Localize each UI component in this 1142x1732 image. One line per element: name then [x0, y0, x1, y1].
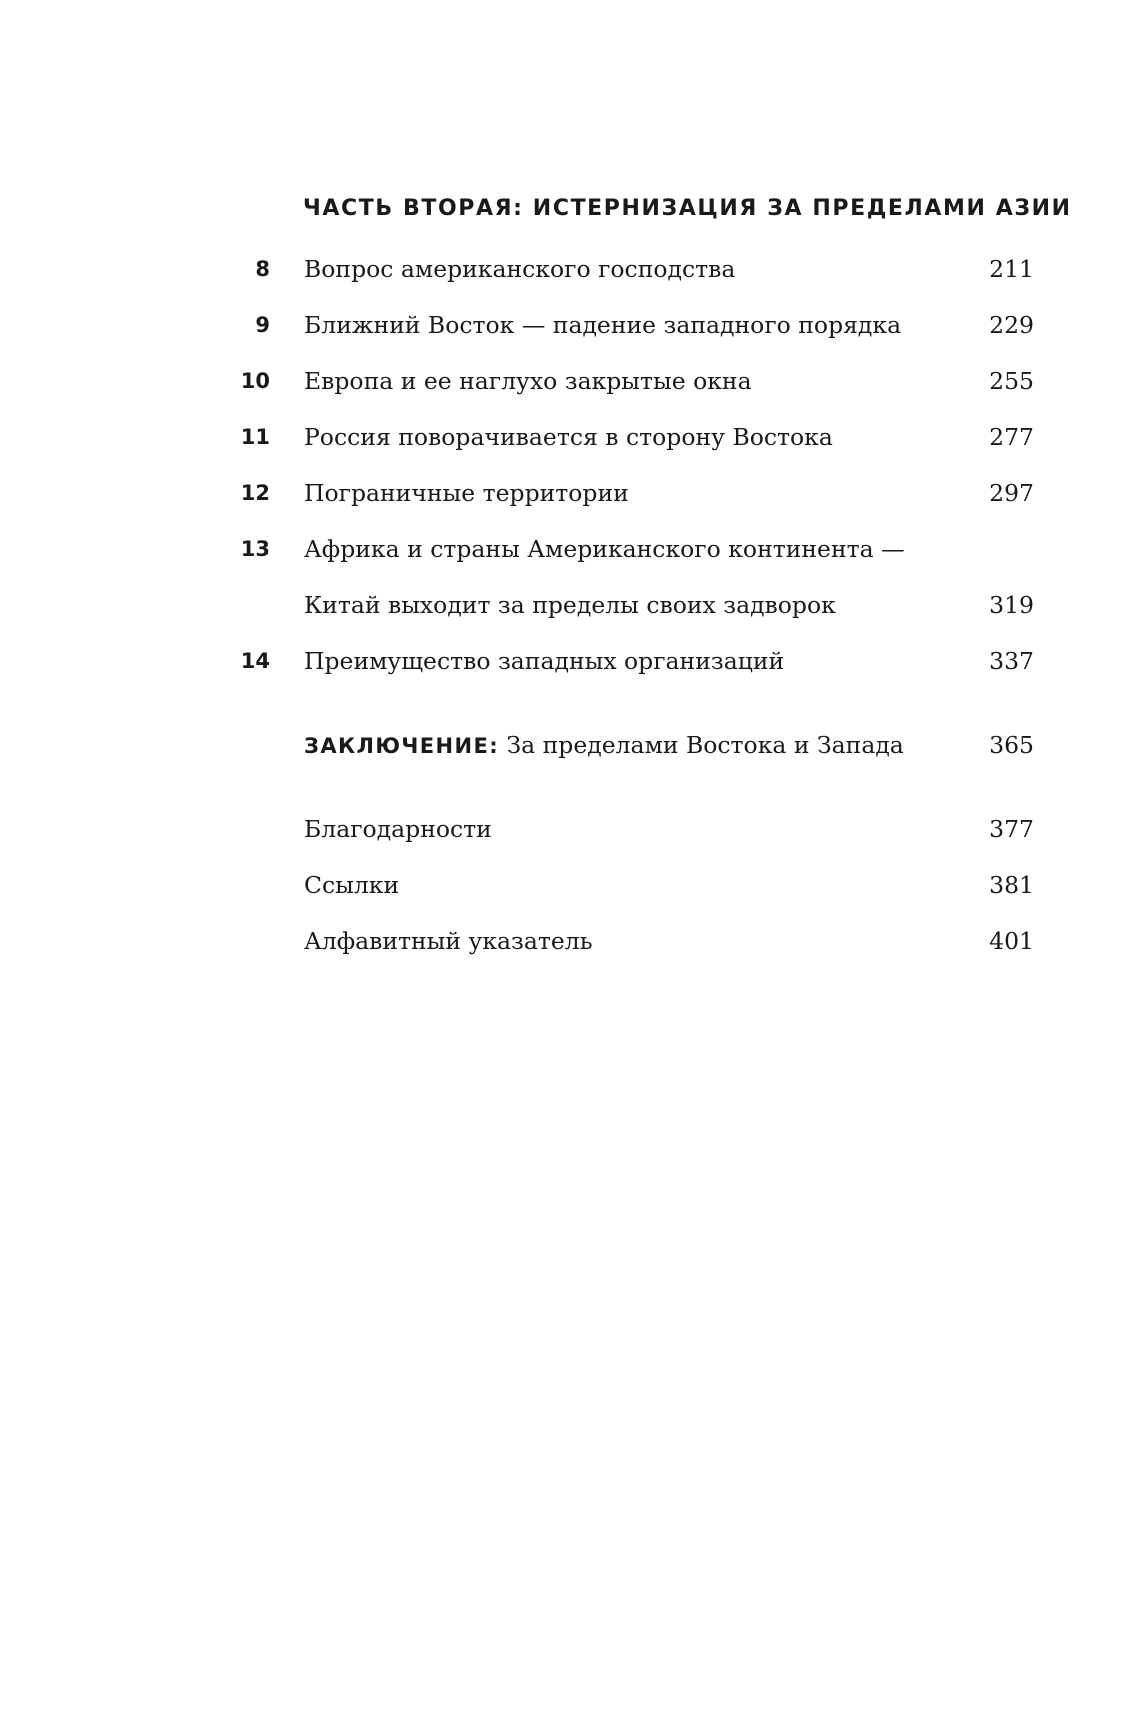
part-heading: ЧАСТЬ ВТОРАЯ: ИСТЕРНИЗАЦИЯ ЗА ПРЕДЕЛАМИ АЗИИ [303, 196, 1072, 221]
toc-entry-chapter-14 [0, 641, 1142, 681]
back-matter-title: Ссылки [304, 871, 400, 899]
page-number: 381 [989, 871, 1034, 899]
chapter-number: 12 [240, 481, 270, 505]
back-matter-title: Алфавитный указатель [304, 927, 593, 955]
page-number: 365 [989, 731, 1034, 759]
page-number: 211 [989, 255, 1034, 283]
chapter-number: 10 [240, 369, 270, 393]
chapter-number: 9 [255, 313, 270, 337]
back-matter-title: Благодарности [304, 815, 492, 843]
chapter-title: Ближний Восток — падение западного порядка [304, 311, 902, 339]
chapter-title: Россия поворачивается в сторону Востока [304, 423, 833, 451]
toc-entry-chapter-12 [0, 473, 1142, 513]
conclusion-text: За пределами Востока и Запада [499, 731, 904, 759]
toc-entry-acknowledgements [0, 809, 1142, 849]
chapter-number: 8 [255, 257, 270, 281]
page-number: 337 [989, 647, 1034, 675]
page-number: 277 [989, 423, 1034, 451]
chapter-title-continued: Китай выходит за пределы своих задворок [304, 591, 836, 619]
toc-entry-chapter-13 [0, 529, 1142, 569]
chapter-title: Пограничные территории [304, 479, 629, 507]
page-number: 377 [989, 815, 1034, 843]
page-number: 297 [989, 479, 1034, 507]
chapter-number: 11 [240, 425, 270, 449]
chapter-title: Африка и страны Американского континента — [304, 535, 905, 563]
toc-entry-chapter-10 [0, 361, 1142, 401]
conclusion-title [304, 725, 904, 766]
chapter-title: Вопрос американского господства [304, 255, 736, 283]
toc-entry-chapter-8 [0, 249, 1142, 289]
toc-entry-chapter-11 [0, 417, 1142, 457]
toc-entry-conclusion [0, 725, 1142, 765]
page-number: 255 [989, 367, 1034, 395]
page-number: 319 [989, 591, 1034, 619]
conclusion-label: ЗАКЛЮЧЕНИЕ: [304, 734, 500, 758]
toc-entry-references [0, 865, 1142, 905]
page-number: 229 [989, 311, 1034, 339]
chapter-title: Преимущество западных организаций [304, 647, 785, 675]
chapter-title: Европа и ее наглухо закрытые окна [304, 367, 752, 395]
toc-entry-chapter-13-continued [0, 585, 1142, 625]
chapter-number: 14 [240, 649, 270, 673]
chapter-number: 13 [240, 537, 270, 561]
toc-entry-chapter-9 [0, 305, 1142, 345]
page-number: 401 [989, 927, 1034, 955]
toc-entry-index [0, 921, 1142, 961]
